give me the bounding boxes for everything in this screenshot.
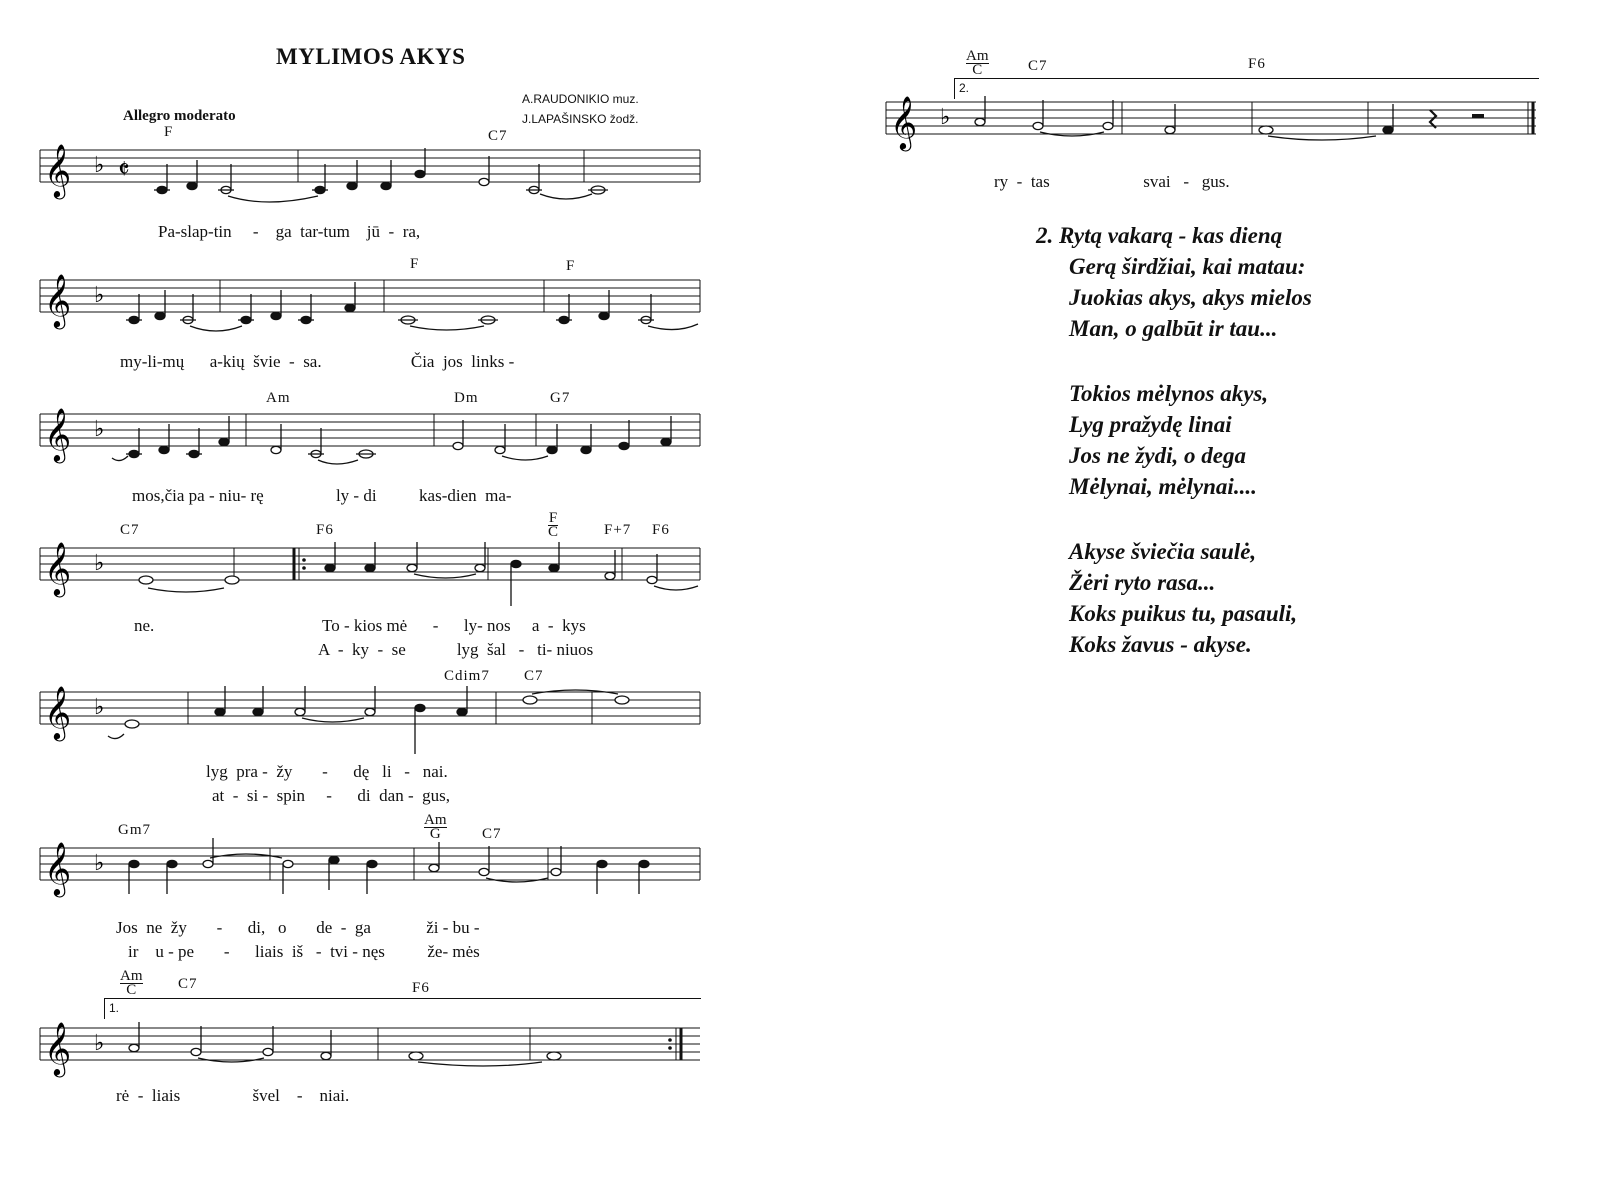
chord-symbol: F <box>164 124 174 140</box>
verse-line: Žėri ryto rasa... <box>1069 570 1216 595</box>
chord-symbol: C7 <box>488 128 508 144</box>
verse-line: 2. Rytą vakarą - kas dieną <box>1036 223 1283 248</box>
chord-symbol: F <box>410 256 420 272</box>
chord-symbol: F+7 <box>604 522 632 538</box>
chord-symbol: Am <box>266 390 291 406</box>
svg-text:𝄞: 𝄞 <box>890 95 918 149</box>
verse-stanza-2 <box>1069 378 1268 502</box>
verse-line: Koks žavus - akyse. <box>1069 632 1252 657</box>
verse-stanza-3 <box>1069 536 1297 660</box>
chord-symbol: F6 <box>412 980 430 996</box>
slash-chord: Am C <box>120 968 143 998</box>
composer-credit: A.RAUDONIKIO muz. <box>522 92 639 106</box>
svg-text:𝄵: 𝄵 <box>118 155 130 185</box>
verse-line: Juokias akys, akys mielos <box>1069 285 1312 310</box>
chord-symbol: F6 <box>652 522 670 538</box>
chord-symbol: F <box>566 258 576 274</box>
chord-symbol: C7 <box>178 976 198 992</box>
svg-text:♭: ♭ <box>94 417 105 442</box>
music-staff <box>36 402 702 492</box>
music-staff <box>36 536 702 626</box>
svg-text:𝄞: 𝄞 <box>44 841 72 895</box>
chord-symbol: C7 <box>120 522 140 538</box>
treble-clef-icon: 𝄞 <box>44 143 72 197</box>
svg-text:𝄞: 𝄞 <box>44 541 72 595</box>
music-staff <box>36 268 702 358</box>
verse-line: Gerą širdžiai, kai matau: <box>1069 254 1306 279</box>
verse-line: Mėlynai, mėlynai.... <box>1069 474 1257 499</box>
lyricist-credit: J.LAPAŠINSKO žodž. <box>522 112 639 126</box>
chord-symbol: C7 <box>524 668 544 684</box>
svg-text:𝄞: 𝄞 <box>44 685 72 739</box>
svg-text:𝄞: 𝄞 <box>44 273 72 327</box>
chord-symbol: Dm <box>454 390 479 406</box>
verse-line: Akyse šviečia saulė, <box>1069 539 1257 564</box>
svg-text:𝄞: 𝄞 <box>44 407 72 461</box>
svg-text:𝄞: 𝄞 <box>44 1021 72 1075</box>
music-staff <box>36 836 702 926</box>
svg-text:♭: ♭ <box>94 283 105 308</box>
lyric-line: mos,čia pa - niu- rę ly - di kas-dien ma- <box>132 486 512 505</box>
lyric-line: ne. <box>134 616 155 635</box>
tempo-marking: Allegro moderato <box>123 108 236 124</box>
lyric-line: Jos ne žy - di, o de - ga ži - bu - <box>116 918 480 937</box>
music-staff <box>882 88 1542 178</box>
verse-stanza-1 <box>1036 220 1312 344</box>
lyric-line: ry - tas svai - gus. <box>994 172 1230 191</box>
svg-text:♭: ♭ <box>940 105 951 130</box>
lyric-line: rė - liais švel - niai. <box>116 1086 350 1105</box>
chord-symbol: C7 <box>482 826 502 842</box>
slash-chord: Am G <box>424 812 447 842</box>
svg-text:♭: ♭ <box>94 695 105 720</box>
verse-line: Koks puikus tu, pasauli, <box>1069 601 1298 626</box>
slash-chord: Am C <box>966 48 989 78</box>
svg-text:♭: ♭ <box>94 1031 105 1056</box>
chord-symbol: C7 <box>1028 58 1048 74</box>
second-ending-bracket: 2. <box>954 78 1539 99</box>
chord-symbol: Cdim7 <box>444 668 490 684</box>
music-staff <box>36 1006 702 1096</box>
svg-text:♭: ♭ <box>94 153 105 178</box>
music-staff <box>36 680 702 770</box>
lyric-line: my-li-mų a-kių švie - sa. Čia jos links - <box>120 352 515 371</box>
lyric-line: at - si - spin - di dan - gus, <box>212 786 450 805</box>
chord-symbol: F6 <box>316 522 334 538</box>
verse-line: Man, o galbūt ir tau... <box>1069 316 1278 341</box>
song-title: MYLIMOS AKYS <box>276 44 466 69</box>
lyric-line: To - kios mė - ly- nos a - kys <box>322 616 586 635</box>
chord-symbol: Gm7 <box>118 822 151 838</box>
lyric-line: ir u - pe - liais iš - tvi - nęs že- mės <box>128 942 480 961</box>
lyric-line: A - ky - se lyg šal - ti- niuos <box>318 640 594 659</box>
verse-line: Lyg pražydę linai <box>1069 412 1232 437</box>
lyric-line: Pa-slap-tin - ga tar-tum jū - ra, <box>158 222 421 241</box>
first-ending-bracket: 1. <box>104 998 701 1019</box>
slash-chord: F C <box>548 510 559 540</box>
chord-symbol: F6 <box>1248 56 1266 72</box>
verse-line: Jos ne žydi, o dega <box>1069 443 1246 468</box>
lyric-line: lyg pra - žy - dę li - nai. <box>206 762 448 781</box>
verse-line: Tokios mėlynos akys, <box>1069 381 1269 406</box>
svg-text:♭: ♭ <box>94 551 105 576</box>
svg-text:♭: ♭ <box>94 851 105 876</box>
music-staff <box>36 138 702 228</box>
chord-symbol: G7 <box>550 390 571 406</box>
